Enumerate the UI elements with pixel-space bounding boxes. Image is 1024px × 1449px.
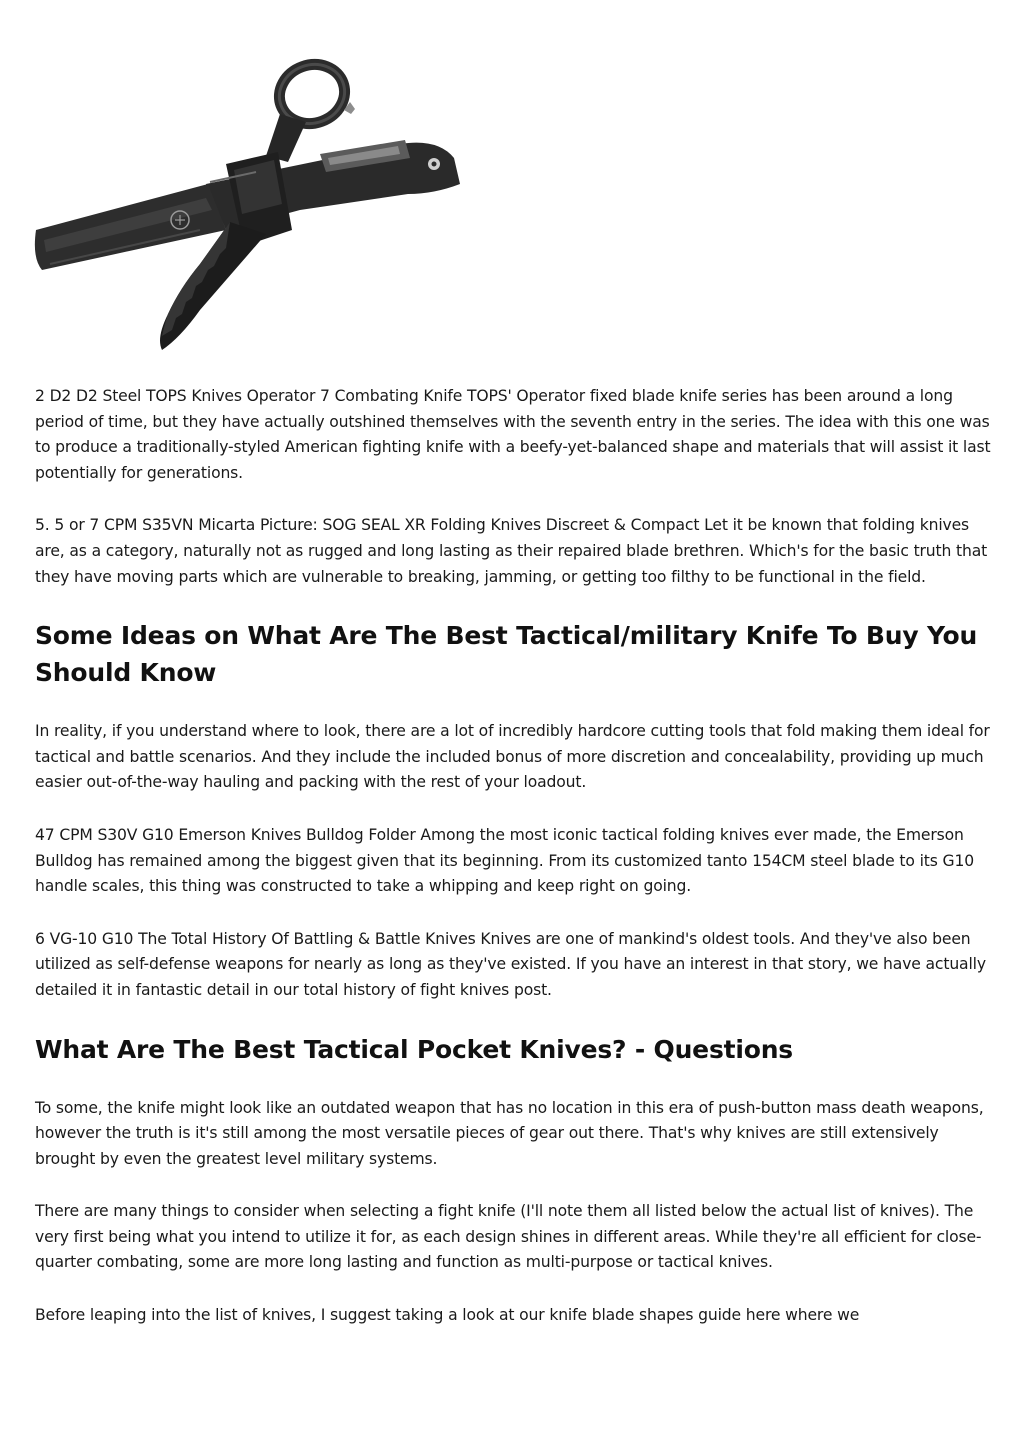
- paragraph-emerson-bulldog: 47 CPM S30V G10 Emerson Knives Bulldog Folder Among the most iconic tactical folding knives ever made, the Emerson Bulldog has remained among the biggest given that its beginning. From its customized tanto 154CM steel blade to its G10 handle scales, this thing was constructed to take a whipping and keep right on going.: [35, 825, 974, 896]
- knife-photo: [30, 34, 462, 354]
- paragraph-outdated-weapon: To some, the knife might look like an outdated weapon that has no location in this era of push-button mass death weapons, however the truth is it's still among the most versatile pieces of gear out there. That's why knives are still extensively brought by even the greatest level military systems.: [35, 1098, 984, 1168]
- paragraph-selecting-knife: There are many things to consider when selecting a fight knife (I'll note them all listed below the actual list of knives). The very first being what you intend to utilize it for, as each design shines in different areas. While they're all efficient for close-quarter combating, some are more long lasting and function as multi-purpose or tactical knives.: [35, 1202, 982, 1272]
- heading-best-tactical-military: Some Ideas on What Are The Best Tactical/military Knife To Buy You Should Know: [35, 621, 978, 688]
- paragraph-sog-seal: 5. 5 or 7 CPM S35VN Micarta Picture: SOG SEAL XR Folding Knives Discreet & Compact Let it be known that folding knives are, as a category, naturally not as rugged and long lasting as their repaired blade brethren. Which's for the basic truth that they have moving parts which are vulnerable to breaking, jamming, or getting too filthy to be functional in the field.: [35, 516, 988, 586]
- article-body: [35, 384, 993, 1356]
- paragraph-folding-tools: In reality, if you understand where to look, there are a lot of incredibly hardcore cutting tools that fold making them ideal for tactical and battle scenarios. And they include the included bonus of more discretion and concealability, providing up much easier out-of-the-way hauling and packing with the rest of your loadout.: [35, 722, 990, 792]
- paragraph-tops-operator: 2 D2 D2 Steel TOPS Knives Operator 7 Combating Knife TOPS' Operator fixed blade knife series has been around a long period of time, but they have actually outshined themselves with the seventh entry in the series. The idea with this one was to produce a traditionally-styled American fighting knife with a beefy-yet-balanced shape and materials that will assist it last potentially for generations.: [35, 387, 991, 482]
- knife-icon: [30, 34, 462, 354]
- paragraph-blade-shapes: Before leaping into the list of knives, I suggest taking a look at our knife blade shapes guide here where we: [35, 1306, 860, 1325]
- heading-pocket-knives-questions: What Are The Best Tactical Pocket Knives? - Questions: [35, 1034, 793, 1064]
- paragraph-history: 6 VG-10 G10 The Total History Of Battling & Battle Knives Knives are one of mankind's oldest tools. And they've also been utilized as self-defense weapons for nearly as long as they've existed. If you have an interest in that story, we have actually detailed it in fantastic detail in our total history of fight knives post.: [35, 929, 986, 999]
